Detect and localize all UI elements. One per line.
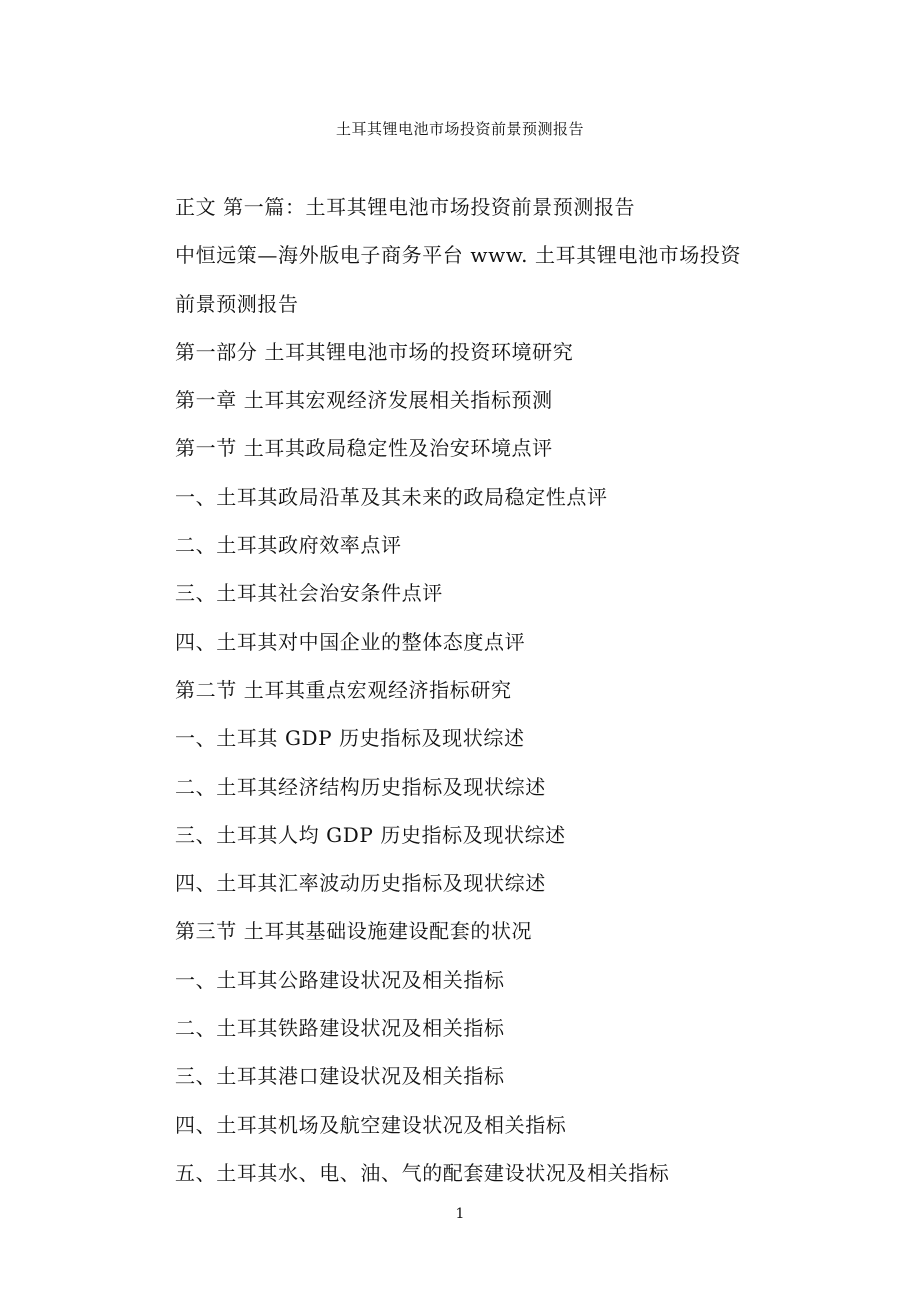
list-item: 三、土耳其港口建设状况及相关指标 bbox=[175, 1064, 505, 1089]
list-item: 二、土耳其铁路建设状况及相关指标 bbox=[175, 1016, 505, 1041]
list-item: 一、土耳其政局沿革及其未来的政局稳定性点评 bbox=[175, 484, 608, 509]
chapter-heading: 第一章 土耳其宏观经济发展相关指标预测 bbox=[175, 388, 553, 413]
section-heading-1: 第一节 土耳其政局稳定性及治安环境点评 bbox=[175, 436, 553, 461]
list-item: 四、土耳其机场及航空建设状况及相关指标 bbox=[175, 1112, 567, 1137]
intro-heading-line: 正文 第一篇：土耳其锂电池市场投资前景预测报告 bbox=[175, 195, 636, 219]
list-item: 一、土耳其 GDP 历史指标及现状综述 bbox=[175, 726, 525, 751]
list-item: 三、土耳其人均 GDP 历史指标及现状综述 bbox=[175, 822, 566, 847]
list-item: 二、土耳其经济结构历史指标及现状综述 bbox=[175, 774, 546, 799]
part-heading: 第一部分 土耳其锂电池市场的投资环境研究 bbox=[175, 339, 574, 364]
list-item: 一、土耳其公路建设状况及相关指标 bbox=[175, 967, 505, 992]
running-header-title: 土耳其锂电池市场投资前景预测报告 bbox=[335, 120, 584, 138]
list-item: 三、土耳其社会治安条件点评 bbox=[175, 581, 443, 606]
list-item: 五、土耳其水、电、油、气的配套建设状况及相关指标 bbox=[175, 1160, 670, 1185]
list-item: 四、土耳其汇率波动历史指标及现状综述 bbox=[175, 871, 546, 896]
list-item: 二、土耳其政府效率点评 bbox=[175, 533, 402, 558]
document-body bbox=[175, 183, 775, 1197]
list-item: 四、土耳其对中国企业的整体态度点评 bbox=[175, 629, 526, 654]
page-number: 1 bbox=[455, 1206, 465, 1222]
platform-line: 中恒远策—海外版电子商务平台 www. 土耳其锂电池市场投资 bbox=[175, 243, 742, 268]
platform-line-continued: 前景预测报告 bbox=[175, 291, 299, 316]
section-heading-3: 第三节 土耳其基础设施建设配套的状况 bbox=[175, 919, 533, 944]
section-heading-2: 第二节 土耳其重点宏观经济指标研究 bbox=[175, 677, 512, 702]
